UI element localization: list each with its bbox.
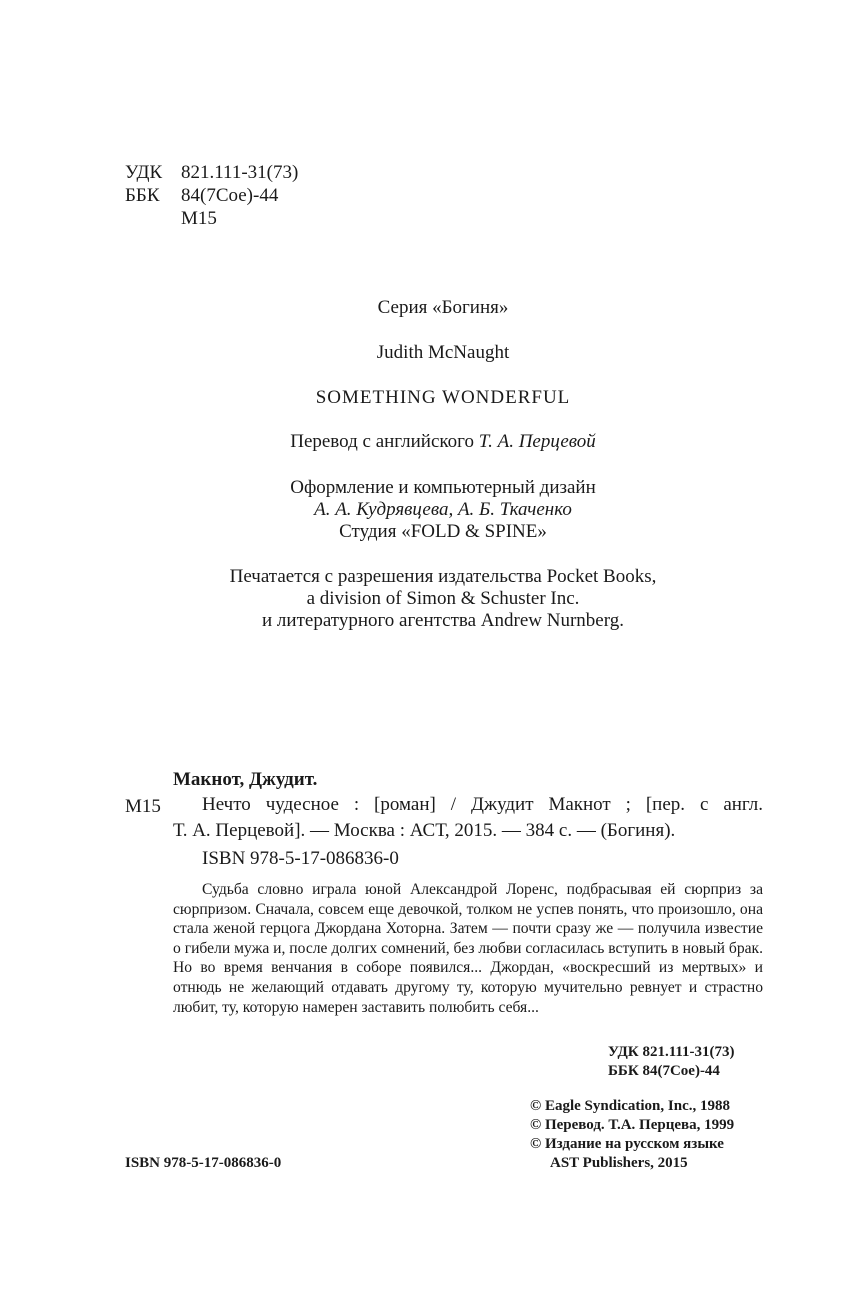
bbk-row xyxy=(125,184,298,207)
bbk-label: ББК xyxy=(125,185,160,206)
bottom-classification xyxy=(608,1043,735,1081)
series-name: Серия «Богиня» xyxy=(377,297,509,318)
translation-prefix: Перевод с английского xyxy=(290,431,474,452)
udk-row xyxy=(125,161,298,184)
bottom-udk: УДК 821.111-31(73) xyxy=(608,1044,735,1060)
copyright-block xyxy=(530,1097,734,1173)
original-author-block xyxy=(100,342,786,364)
annotation-text: Судьба словно играла юной Александрой Лоренс, подбрасывая ей сюрприз за сюрпризом. Сначала, совсем еще девочкой, толком не успев понять, что произошло, она стала женой герцога Джордана Хоторна. Затем — почти сразу же — получила известие о гибели мужа и, после долгих сомнений, без любви согласилась вступить в новый брак. Но во время венчания в соборе появился... Джордан, «воскресший из мертвых» и отнюдь не желающий отдавать другому ту, которую мучительно ревнует и страстно любит, ту, которую намерен заставить полюбить себя... xyxy=(173,881,764,1016)
annotation-block xyxy=(173,880,763,1017)
catalog-author-heading: Макнот, Джудит. xyxy=(173,769,318,790)
design-studio: Студия «FOLD & SPINE» xyxy=(339,521,547,542)
translator-name: Т. А. Перцевой xyxy=(478,431,596,452)
udk-value: 821.111-31(73) xyxy=(181,162,299,183)
designers: А. А. Кудрявцева, А. Б. Ткаченко xyxy=(314,499,572,520)
permission-line-2: a division of Simon & Schuster Inc. xyxy=(306,588,580,609)
design-block xyxy=(100,477,786,543)
copyright-line-3: © Издание на русском языке xyxy=(530,1136,724,1152)
permission-line-1: Печатается с разрешения издательства Pocket Books, xyxy=(229,566,657,587)
copyright-line-4: AST Publishers, 2015 xyxy=(550,1155,688,1171)
original-author: Judith McNaught xyxy=(376,342,510,363)
catalog-description-line-2: Т. А. Перцевой]. — Москва : АСТ, 2015. — 384 с. — (Богиня). xyxy=(173,820,676,841)
bbk-value: 84(7Сое)-44 xyxy=(181,185,279,206)
translation-line xyxy=(100,431,786,453)
catalog-isbn: ISBN 978-5-17-086836-0 xyxy=(202,848,399,869)
catalog-description-line-1: Нечто чудесное : [роман] / Джудит Макнот ; [пер. с англ. xyxy=(202,794,763,815)
catalog-code: М15 xyxy=(125,796,161,817)
author-mark-row xyxy=(125,207,298,230)
original-title: SOMETHING WONDERFUL xyxy=(315,387,571,408)
isbn-bottom: ISBN 978-5-17-086836-0 xyxy=(125,1155,282,1171)
permission-block xyxy=(100,566,786,632)
permission-line-3: и литературного агентства Andrew Nurnberg. xyxy=(262,610,624,631)
bottom-bbk: ББК 84(7Сое)-44 xyxy=(608,1063,720,1079)
original-title-block xyxy=(100,387,786,409)
copyright-line-1: © Eagle Syndication, Inc., 1988 xyxy=(530,1098,730,1114)
author-mark: М15 xyxy=(181,208,217,229)
design-line: Оформление и компьютерный дизайн xyxy=(290,477,596,498)
translation-block xyxy=(100,431,786,453)
catalog-description xyxy=(173,792,763,844)
copyright-line-2: © Перевод. Т.А. Перцева, 1999 xyxy=(530,1117,735,1133)
udk-label: УДК xyxy=(125,162,163,183)
classification-block xyxy=(125,161,298,230)
series-block xyxy=(100,297,786,319)
